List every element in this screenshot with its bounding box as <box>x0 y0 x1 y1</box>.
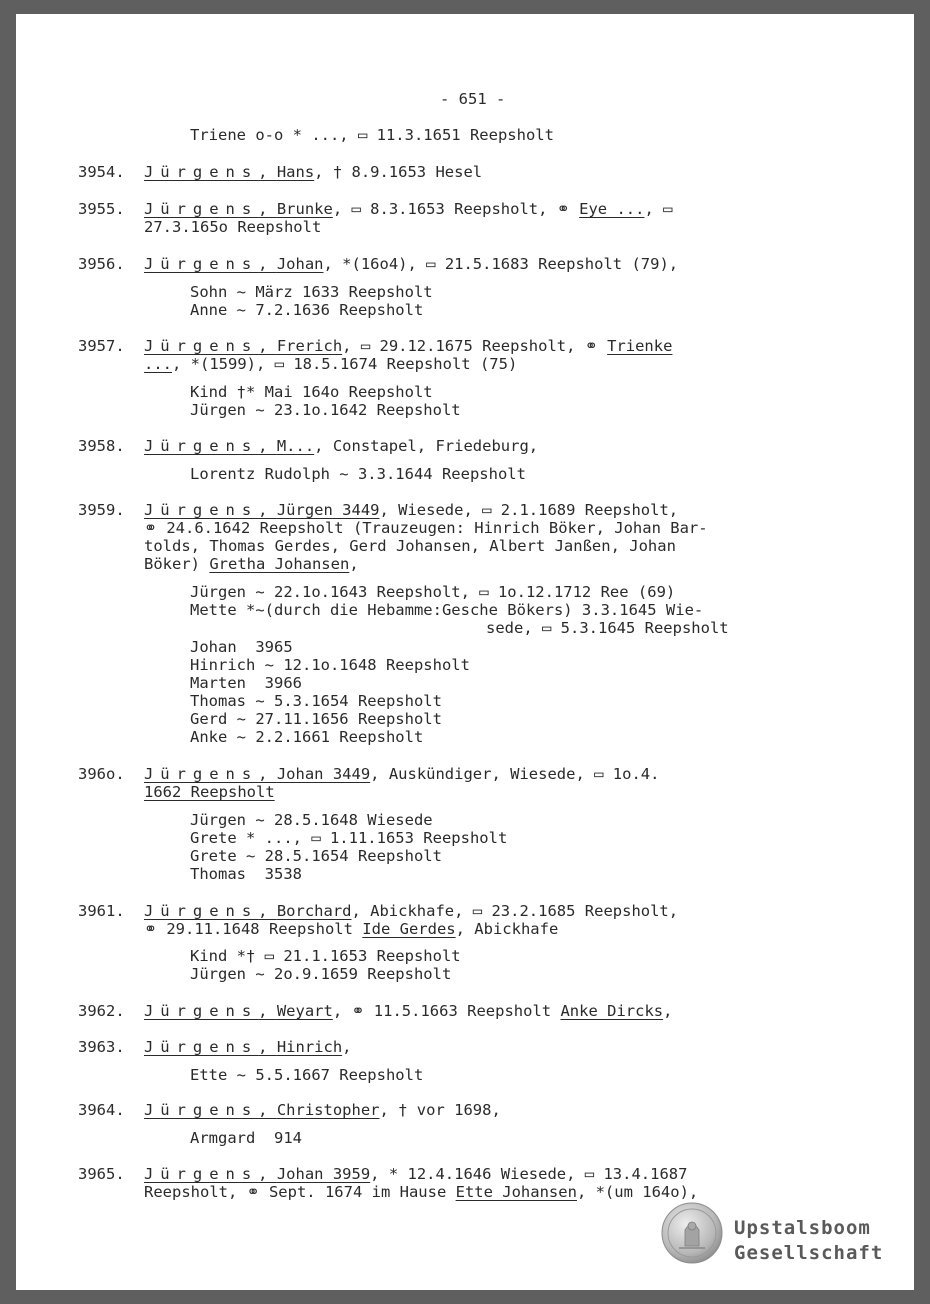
entry-name: Jürgens, Johan 3449 <box>144 765 371 783</box>
entry-line <box>144 1101 501 1119</box>
given-name: Brunke <box>276 200 333 218</box>
entry-line <box>144 337 672 355</box>
entry-details: , Auskündiger, Wiesede, ▭ 1o.4. <box>370 765 660 783</box>
surname: Jürgens <box>144 163 259 181</box>
entry-number: 3962. <box>78 1002 125 1020</box>
spouse-name: Ette Johansen <box>455 1183 577 1201</box>
surname: Jürgens <box>144 255 259 273</box>
entry-details: , Wiesede, ▭ 2.1.1689 Reepsholt, <box>379 501 679 519</box>
society-seal-icon <box>661 1202 723 1264</box>
entry-line <box>144 555 359 573</box>
entry-number: 3965. <box>78 1165 125 1183</box>
entry-details: , Abickhafe, ▭ 23.2.1685 Reepsholt, <box>351 902 679 920</box>
logo-line-1: Upstalsboom <box>734 1217 871 1239</box>
child-line: Jürgen ~ 22.1o.1643 Reepsholt, ▭ 1o.12.1712 Ree (69) <box>190 583 676 601</box>
entry-details: , Abickhafe <box>455 920 559 938</box>
spouse-name: Anke Dircks <box>560 1002 664 1020</box>
child-line: Anne ~ 7.2.1636 Reepsholt <box>190 301 424 319</box>
surname: Jürgens <box>144 437 259 455</box>
entry-line: tolds, Thomas Gerdes, Gerd Johansen, Albert Janßen, Johan <box>144 537 676 555</box>
entry-line <box>144 765 659 783</box>
given-name: Jürgen 3449 <box>276 501 380 519</box>
entry-number: 3957. <box>78 337 125 355</box>
given-name: M... <box>276 437 315 455</box>
entry-name: Jürgens, Brunke <box>144 200 333 218</box>
entry-name: Jürgens, Borchard <box>144 902 352 920</box>
surname: Jürgens <box>144 501 259 519</box>
entry-name: Jürgens, Hans <box>144 163 315 181</box>
entry-details: , ▭ 29.12.1675 Reepsholt, ⚭ <box>342 337 608 355</box>
spouse-name-cont: ... <box>144 355 172 373</box>
document-page <box>16 14 914 1290</box>
entry-name: Jürgens, Jürgen 3449 <box>144 501 380 519</box>
entry-line: 27.3.165o Reepsholt <box>144 218 322 236</box>
entry-details: , † vor 1698, <box>379 1101 501 1119</box>
given-name: Frerich <box>276 337 343 355</box>
entry-details: , *(1599), ▭ 18.5.1674 Reepsholt (75) <box>172 355 518 373</box>
surname: Jürgens <box>144 1101 259 1119</box>
entry-details: , ⚭ 11.5.1663 Reepsholt <box>332 1002 561 1020</box>
entry-number: 3963. <box>78 1038 125 1056</box>
entry-number: 3959. <box>78 501 125 519</box>
entry-line <box>144 200 672 218</box>
child-line: Marten 3966 <box>190 674 302 692</box>
entry-details: , <box>663 1002 673 1020</box>
child-line: Sohn ~ März 1633 Reepsholt <box>190 283 433 301</box>
given-name: Christopher <box>276 1101 380 1119</box>
entry-line <box>144 1165 687 1183</box>
child-line: Thomas ~ 5.3.1654 Reepsholt <box>190 692 442 710</box>
surname: Jürgens <box>144 902 259 920</box>
entry-line <box>144 902 678 920</box>
spouse-name: Trienke <box>607 337 673 355</box>
entry-details: , ▭ <box>644 200 673 218</box>
given-name: Johan 3449 <box>276 765 371 783</box>
child-line: Lorentz Rudolph ~ 3.3.1644 Reepsholt <box>190 465 526 483</box>
given-name: Johan 3959 <box>276 1165 371 1183</box>
spouse-name: Eye ... <box>579 200 645 218</box>
entry-details: Böker) <box>144 555 210 573</box>
entry-line <box>144 437 538 455</box>
entry-line <box>144 1038 352 1056</box>
entry-details: , <box>342 1038 352 1056</box>
entry-details: , *(16o4), ▭ 21.5.1683 Reepsholt (79), <box>323 255 679 273</box>
entry-details: Reepsholt, ⚭ Sept. 1674 im Hause <box>144 1183 456 1201</box>
child-line: Gerd ~ 27.11.1656 Reepsholt <box>190 710 442 728</box>
surname: Jürgens <box>144 1165 259 1183</box>
entry-details: , Constapel, Friedeburg, <box>314 437 539 455</box>
given-name: Hinrich <box>276 1038 343 1056</box>
entry-line <box>144 501 678 519</box>
spouse-name: Ide Gerdes <box>362 920 456 938</box>
entry-number: 3955. <box>78 200 125 218</box>
entry-name: Jürgens, Johan 3959 <box>144 1165 371 1183</box>
entry-name: Jürgens, Christopher <box>144 1101 380 1119</box>
entry-line <box>144 163 482 181</box>
entry-line: ⚭ 24.6.1642 Reepsholt (Trauzeugen: Hinrich Böker, Johan Bar- <box>144 519 708 537</box>
entry-details: 1662 Reepsholt <box>144 783 275 801</box>
entry-line <box>144 783 275 801</box>
entry-number: 3964. <box>78 1101 125 1119</box>
child-line: Kind *† ▭ 21.1.1653 Reepsholt <box>190 947 461 965</box>
entry-number: 3954. <box>78 163 125 181</box>
entry-name: Jürgens, Weyart <box>144 1002 333 1020</box>
child-line: sede, ▭ 5.3.1645 Reepsholt <box>486 619 729 637</box>
entry-name: Jürgens, Frerich <box>144 337 343 355</box>
surname: Jürgens <box>144 1038 259 1056</box>
child-line: Grete * ..., ▭ 1.11.1653 Reepsholt <box>190 829 508 847</box>
given-name: Weyart <box>276 1002 333 1020</box>
child-line: Anke ~ 2.2.1661 Reepsholt <box>190 728 424 746</box>
spouse-name: Gretha Johansen <box>209 555 350 573</box>
child-line: Jürgen ~ 23.1o.1642 Reepsholt <box>190 401 461 419</box>
surname: Jürgens <box>144 337 259 355</box>
entry-line <box>144 1183 698 1201</box>
entry-details: , * 12.4.1646 Wiesede, ▭ 13.4.1687 <box>370 1165 688 1183</box>
child-line: Mette *~(durch die Hebamme:Gesche Bökers) 3.3.1645 Wie- <box>190 601 704 619</box>
page-number: - 651 - <box>440 90 506 108</box>
child-line: Johan 3965 <box>190 638 293 656</box>
entry-line <box>144 1002 672 1020</box>
entry-number: 3961. <box>78 902 125 920</box>
entry-details: , ▭ 8.3.1653 Reepsholt, ⚭ <box>332 200 580 218</box>
entry-number: 3958. <box>78 437 125 455</box>
child-line: Armgard 914 <box>190 1129 302 1147</box>
surname: Jürgens <box>144 765 259 783</box>
entry-details: , *(um 164o), <box>576 1183 699 1201</box>
child-line: Jürgen ~ 2o.9.1659 Reepsholt <box>190 965 452 983</box>
entry-details: , † 8.9.1653 Hesel <box>314 163 483 181</box>
entry-line <box>144 355 517 373</box>
entry-number: 3956. <box>78 255 125 273</box>
entry-line <box>144 255 678 273</box>
child-line: Hinrich ~ 12.1o.1648 Reepsholt <box>190 656 470 674</box>
child-line: Thomas 3538 <box>190 865 302 883</box>
entry-line <box>144 920 558 938</box>
child-line: Ette ~ 5.5.1667 Reepsholt <box>190 1066 424 1084</box>
child-line: Kind †* Mai 164o Reepsholt <box>190 383 433 401</box>
entry-name: Jürgens, M... <box>144 437 315 455</box>
logo-line-2: Gesellschaft <box>734 1242 884 1264</box>
entry-details: ⚭ 29.11.1648 Reepsholt <box>144 920 363 938</box>
entry-number: 396o. <box>78 765 125 783</box>
given-name: Hans <box>276 163 315 181</box>
surname: Jürgens <box>144 200 259 218</box>
child-line: Jürgen ~ 28.5.1648 Wiesede <box>190 811 433 829</box>
entry-details: , <box>349 555 359 573</box>
entry-name: Jürgens, Johan <box>144 255 324 273</box>
continuation-line: Triene o-o * ..., ▭ 11.3.1651 Reepsholt <box>190 126 554 144</box>
entry-name: Jürgens, Hinrich <box>144 1038 343 1056</box>
given-name: Johan <box>276 255 324 273</box>
given-name: Borchard <box>276 902 352 920</box>
child-line: Grete ~ 28.5.1654 Reepsholt <box>190 847 442 865</box>
surname: Jürgens <box>144 1002 259 1020</box>
